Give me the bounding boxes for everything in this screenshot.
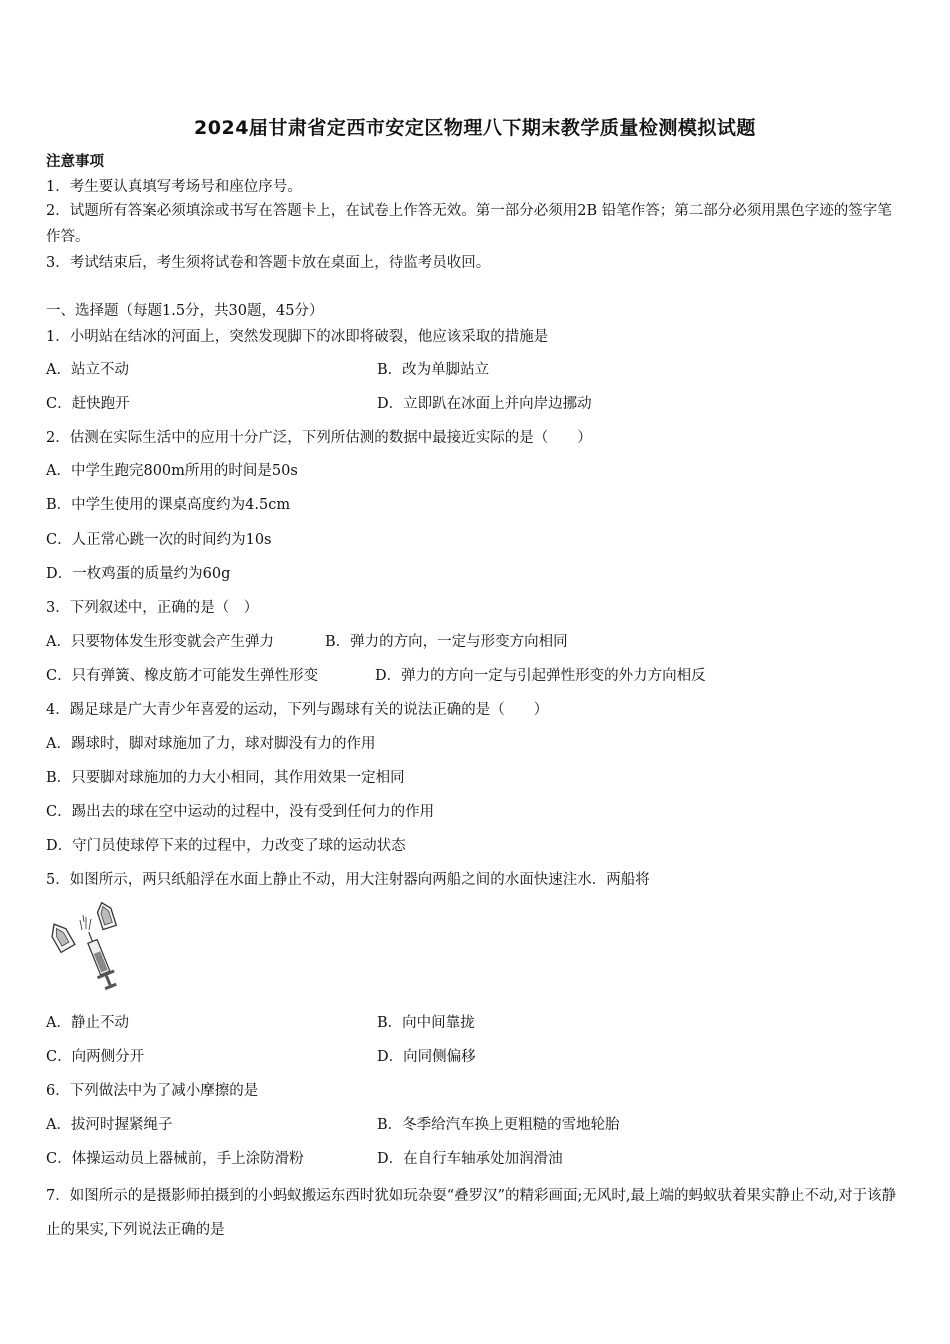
question-stem: 2．估测在实际生活中的应用十分广泛，下列所估测的数据中最接近实际的是（ ） [46,430,592,446]
option: A．中学生跑完800m所用的时间是50s [46,463,298,479]
question-stem: 3．下列叙述中，正确的是（ ） [46,600,259,616]
option: B．只要脚对球施加的力大小相同，其作用效果一定相同 [46,770,405,786]
option: B．中学生使用的课桌高度约为4.5cm [46,497,291,513]
question-stem: 4．踢足球是广大青少年喜爱的运动，下列与踢球有关的说法正确的是（ ） [46,702,549,718]
notice-item: 2．试题所有答案必须填涂或书写在答题卡上，在试卷上作答无效。第一部分必须用2B 铅笔作答；第二部分必须用黑色字迹的签字笔作答。 [46,203,892,245]
option: B．改为单脚站立 [377,362,490,378]
option: C．只有弹簧、橡皮筋才可能发生弹性形变 [46,668,319,684]
option: B．弹力的方向，一定与形变方向相同 [325,634,568,650]
question-stem: 5．如图所示，两只纸船浮在水面上静止不动，用大注射器向两船之间的水面快速注水．两船将 [46,872,650,888]
option: D．向同侧偏移 [377,1049,476,1065]
option: A．只要物体发生形变就会产生弹力 [46,634,274,650]
section-heading: 一、选择题（每题1.5分，共30题，45分） [46,303,324,319]
option: C．踢出去的球在空中运动的过程中，没有受到任何力的作用 [46,804,435,820]
option: B．冬季给汽车换上更粗糙的雪地轮胎 [377,1117,620,1133]
option: A．拔河时握紧绳子 [46,1117,173,1133]
option: B．向中间靠拢 [377,1015,475,1031]
option: C．向两侧分开 [46,1049,145,1065]
option: A．踢球时，脚对球施加了力，球对脚没有力的作用 [46,736,376,752]
option: D．一枚鸡蛋的质量约为60g [46,566,231,582]
option: C．人正常心跳一次的时间约为10s [46,532,272,548]
notice-item: 3．考试结束后，考生须将试卷和答题卡放在桌面上，待监考员收回。 [46,255,491,271]
boats-syringe-figure [44,900,130,996]
page-title: 2024届甘肃省定西市安定区物理八下期末教学质量检测模拟试题 [194,117,756,139]
option: D．弹力的方向一定与引起弹性形变的外力方向相反 [375,668,706,684]
option: D．守门员使球停下来的过程中，力改变了球的运动状态 [46,838,406,854]
option: D．在自行车轴承处加润滑油 [377,1151,563,1167]
option: C．体操运动员上器械前，手上涂防滑粉 [46,1151,304,1167]
question-stem: 7．如图所示的是摄影师拍摄到的小蚂蚁搬运东西时犹如玩杂耍“叠罗汉”的精彩画面;无风时,最上端的蚂蚁驮着果实静止不动,对于该静止的果实,下列说法正确的是 [46,1188,897,1238]
option: C．赶快跑开 [46,396,130,412]
option: D．立即趴在冰面上并向岸边挪动 [377,396,592,412]
question-stem: 6．下列做法中为了减小摩擦的是 [46,1083,259,1099]
notice-item: 1．考生要认真填写考场号和座位序号。 [46,179,302,195]
question-stem: 1．小明站在结冰的河面上，突然发现脚下的冰即将破裂，他应该采取的措施是 [46,329,549,345]
notice-heading: 注意事项 [46,153,104,170]
option: A．静止不动 [46,1015,129,1031]
option: A．站立不动 [46,362,129,378]
